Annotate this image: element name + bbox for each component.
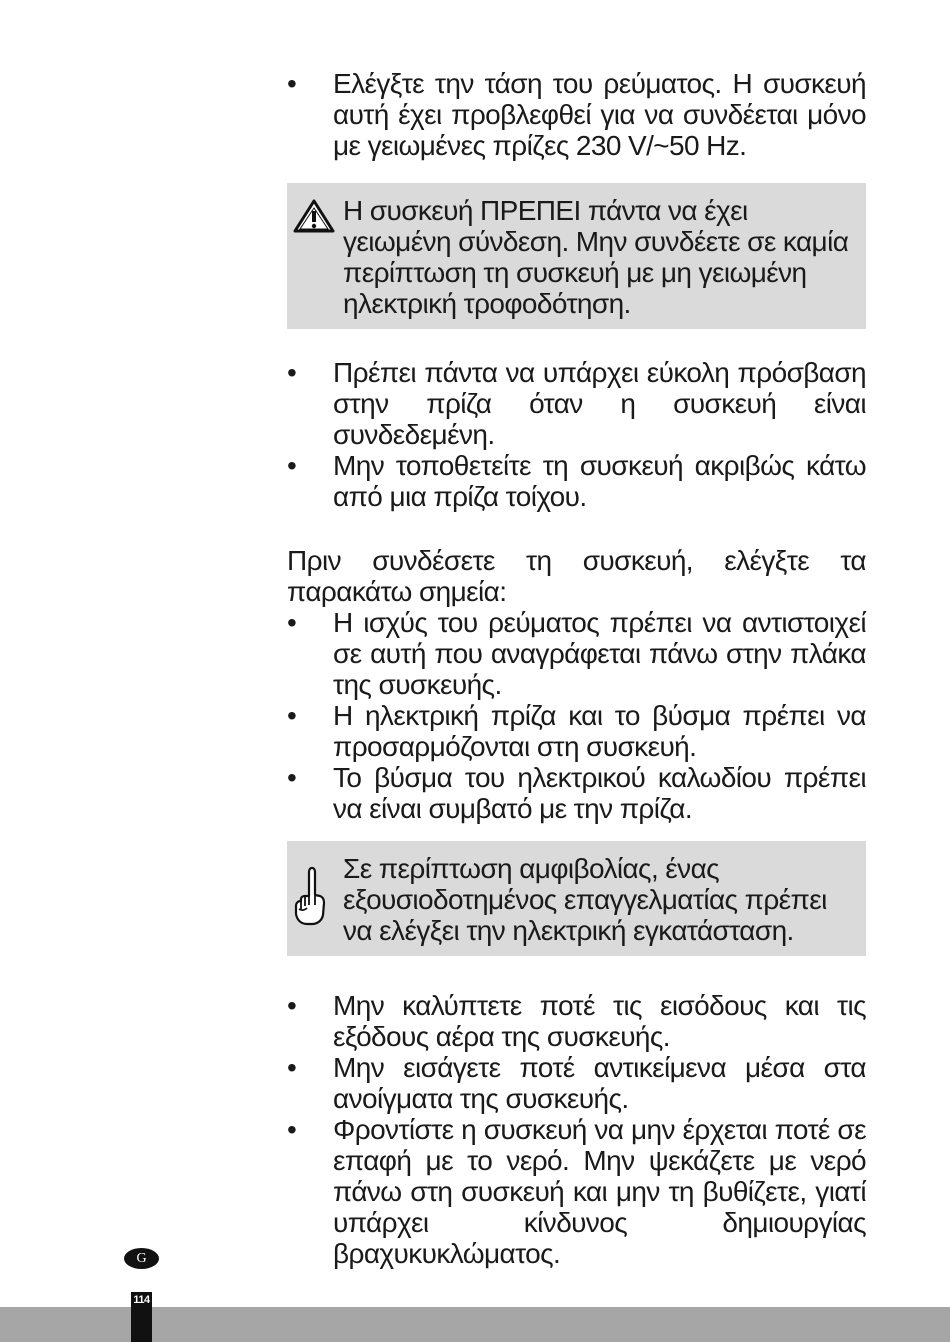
page-number: 114 (131, 1292, 152, 1342)
bullet-text: Το βύσμα του ηλεκτρικού καλωδίου πρέπει να είναι συμβατό με την πρίζα. (333, 762, 866, 824)
language-badge: G (124, 1248, 159, 1269)
bullet-mark: • (287, 1052, 297, 1083)
list-item (287, 68, 866, 161)
warning-box (287, 183, 866, 329)
bullet-text: Η ισχύς του ρεύματος πρέπει να αντιστοιχεί σε αυτή που αναγράφεται πάνω στην πλάκα της συσκευής. (333, 607, 866, 700)
list-item (287, 357, 866, 450)
bullet-text: Φροντίστε η συσκευή να μην έρχεται ποτέ σε επαφή με το νερό. Μην ψεκάζετε με νερό πάνω στη συσκευή και μην τη βυθίζετε, γιατί υπάρχει κίνδυνος δημιουργίας βραχυκυκλώματος. (333, 1114, 866, 1269)
warning-triangle-icon (293, 199, 335, 233)
bullet-list-safety (287, 990, 866, 1269)
page-content (287, 68, 866, 1269)
bullet-mark: • (287, 762, 297, 793)
note-text: Σε περίπτωση αμφιβολίας, ένας εξουσιοδοτημένος επαγγελματίας πρέπει να ελέγξει την ηλεκτρική εγκατάσταση. (343, 853, 827, 946)
bullet-mark: • (287, 700, 297, 731)
bullet-mark: • (287, 357, 297, 388)
bullet-list-access (287, 357, 866, 512)
list-item (287, 990, 866, 1052)
bullet-list-voltage (287, 68, 866, 161)
bullet-mark: • (287, 68, 297, 99)
list-item (287, 1114, 866, 1269)
list-item (287, 762, 866, 824)
warning-text: Η συσκευή ΠΡΕΠΕΙ πάντα να έχει γειωμένη σύνδεση. Μην συνδέετε σε καμία περίπτωση τη συσκευή με μη γειωμένη ηλεκτρική τροφοδότηση. (343, 195, 849, 319)
list-item (287, 1052, 866, 1114)
bullet-mark: • (287, 1114, 297, 1145)
bullet-text: Μην καλύπτετε ποτέ τις εισόδους και τις εξόδους αέρα της συσκευής. (333, 990, 866, 1052)
list-item (287, 450, 866, 512)
intro-paragraph: Πριν συνδέσετε τη συσκευή, ελέγξτε τα παρακάτω σημεία: (287, 545, 866, 607)
bullet-mark: • (287, 990, 297, 1021)
bullet-text: Μην εισάγετε ποτέ αντικείμενα μέσα στα ανοίγματα της συσκευής. (333, 1052, 866, 1114)
pointing-hand-icon (293, 865, 327, 927)
bullet-mark: • (287, 607, 297, 638)
bullet-text: Η ηλεκτρική πρίζα και το βύσμα πρέπει να προσαρμόζονται στη συσκευή. (333, 700, 866, 762)
bullet-mark: • (287, 450, 297, 481)
note-box (287, 841, 866, 956)
list-item (287, 607, 866, 700)
bullet-list-checks (287, 607, 866, 824)
list-item (287, 700, 866, 762)
bullet-text: Ελέγξτε την τάση του ρεύματος. Η συσκευή αυτή έχει προβλεφθεί για να συνδέεται μόνο με γειωμένες πρίζες 230 V/~50 Hz. (333, 68, 866, 161)
bullet-text: Μην τοποθετείτε τη συσκευή ακριβώς κάτω από μια πρίζα τοίχου. (333, 450, 866, 512)
bullet-text: Πρέπει πάντα να υπάρχει εύκολη πρόσβαση στην πρίζα όταν η συσκευή είναι συνδεδεμένη. (333, 357, 866, 450)
